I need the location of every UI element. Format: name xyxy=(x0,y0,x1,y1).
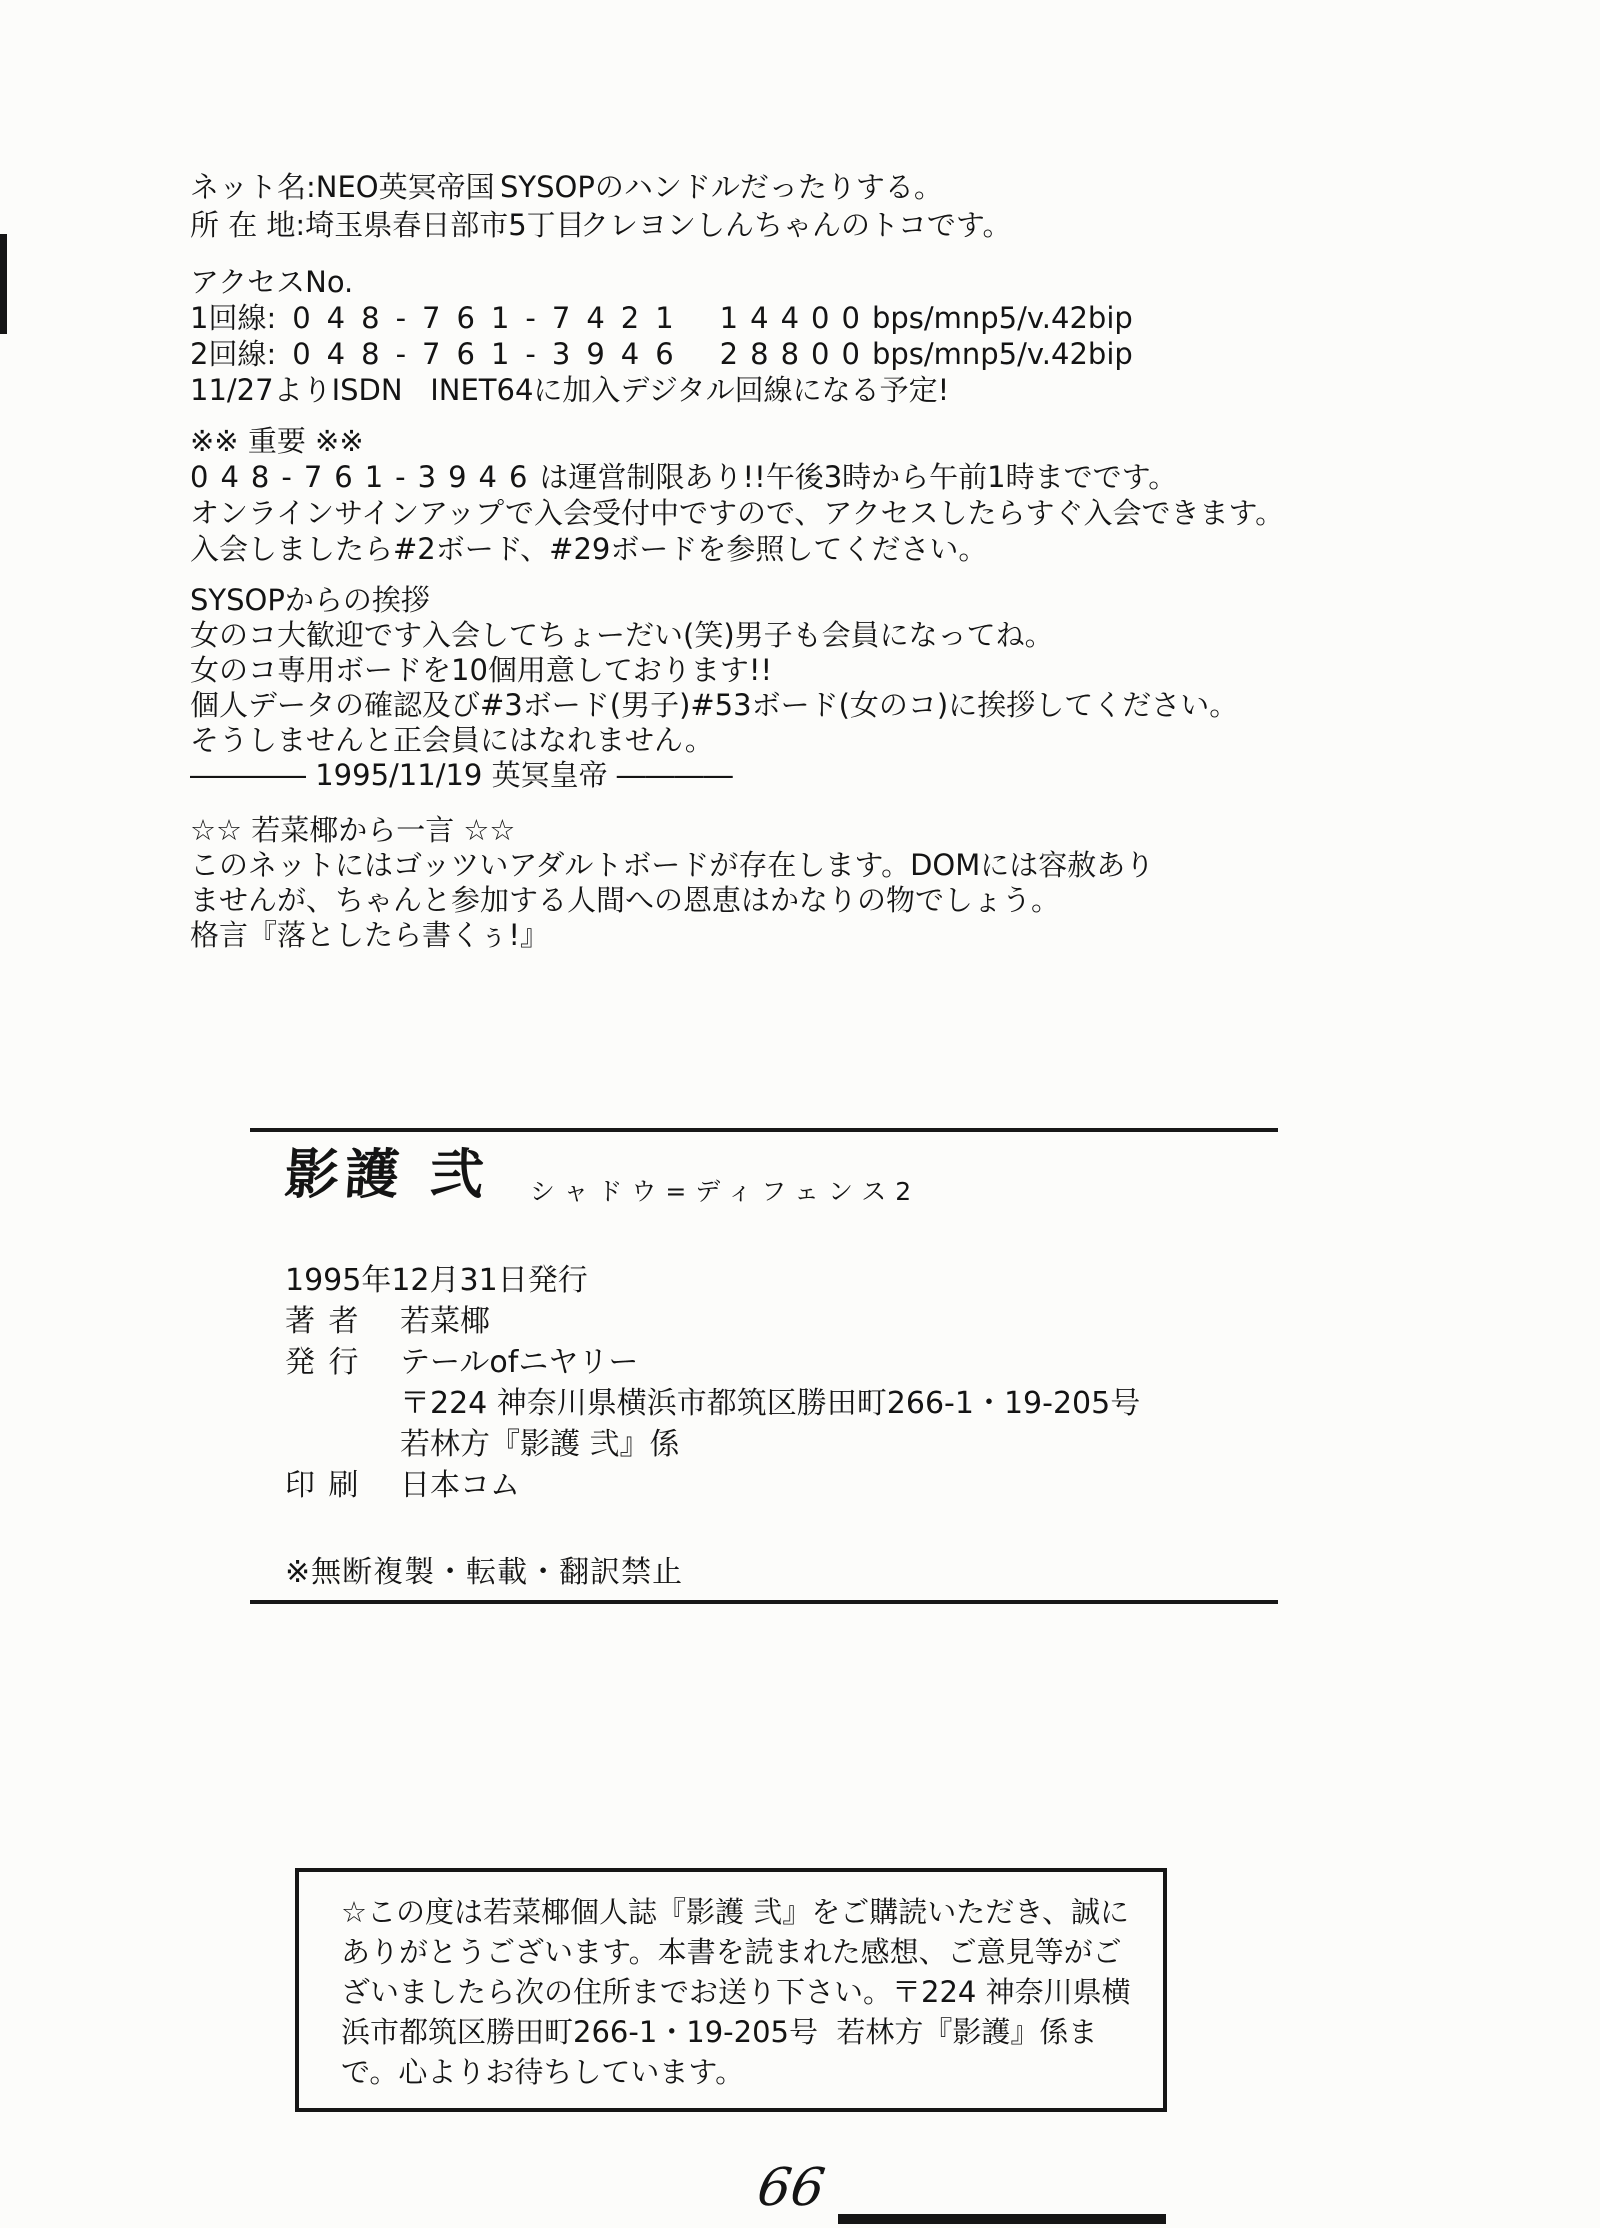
access-line2-speed-digits: 28800 xyxy=(719,337,872,371)
author-row xyxy=(285,1301,1140,1342)
comment-line-2: ませんが、ちゃんと参加する人間への恩恵はかなりの物でしょう。 xyxy=(190,883,1061,917)
access-line-2 xyxy=(190,336,1133,372)
net-name: ネット名:NEO英冥帝国 xyxy=(190,170,495,204)
important-line1-text: は運営制限あり!!午後3時から午前1時までです。 xyxy=(539,460,1178,494)
important-line-1 xyxy=(190,459,1284,495)
net-name-note: SYSOPのハンドルだったりする。 xyxy=(500,170,943,204)
access-heading: アクセスNo. xyxy=(190,265,354,299)
divider-top-rule xyxy=(250,1128,1278,1132)
comment-line-3: 格言『落としたら書くぅ!』 xyxy=(190,918,550,952)
publisher-name: テールofニヤリー xyxy=(400,1345,639,1380)
sysop-line-2: 女のコ専用ボードを10個用意しております!! xyxy=(190,653,773,687)
access-line2-number: 048-761-3946 xyxy=(292,337,690,371)
sysop-section xyxy=(190,583,1238,793)
sysop-line-1: 女のコ大歓迎です入会してちょーだい(笑)男子も会員になってね。 xyxy=(190,618,1054,652)
book-title: 影護 弐 xyxy=(282,1142,493,1206)
important-line-2: オンラインサインアップで入会受付中ですので、アクセスしたらすぐ入会できます。 xyxy=(190,496,1285,530)
access-line1-speed-digits: 14400 xyxy=(719,301,872,335)
sysop-line-3: 個人データの確認及び#3ボード(男子)#53ボード(女のコ)に挨拶してください。 xyxy=(190,688,1239,722)
access-line1-number: 048-761-7421 xyxy=(292,301,690,335)
publisher-row xyxy=(285,1342,1140,1383)
divider-bottom-rule xyxy=(250,1600,1278,1604)
author-name: 若菜椰 xyxy=(400,1304,490,1339)
afterword-line-5: で。心よりお待ちしています。 xyxy=(341,2055,745,2089)
access-isdn-line: 11/27よりISDN INET64に加入デジタル回線になる予定! xyxy=(190,373,950,407)
author-label: 著 者 xyxy=(285,1304,361,1339)
afterword-line-2: ありがとうございます。本書を読まれた感想、ご意見等がご xyxy=(341,1935,1122,1969)
afterword-box xyxy=(295,1868,1167,2112)
printer-row xyxy=(285,1465,1140,1506)
important-line-3: 入会しましたら#2ボード、#29ボードを参照してください。 xyxy=(190,532,988,566)
sysop-signature: ―――― 1995/11/19 英冥皇帝 ―――― xyxy=(190,758,733,792)
access-line2-label: 2回線: xyxy=(190,337,277,371)
colophon-info xyxy=(285,1260,1140,1506)
copyright-notice: ※無断複製・転載・翻訳禁止 xyxy=(285,1555,684,1590)
scan-artifact-left-edge xyxy=(0,234,7,334)
afterword-line-1: ☆この度は若菜椰個人誌『影護 弐』をご購読いただき、誠に xyxy=(341,1895,1130,1929)
comment-heading: ☆☆ 若菜椰から一言 ☆☆ xyxy=(190,813,516,847)
important-section xyxy=(190,423,1284,567)
access-line1-speed: bps/mnp5/v.42bip xyxy=(871,301,1133,335)
page-number: 66 xyxy=(753,2158,829,2218)
access-line-1 xyxy=(190,300,1133,336)
net-location-note: クレヨンしんちゃんのトコです。 xyxy=(580,208,1012,242)
comment-section xyxy=(190,813,1154,953)
afterword-line-4: 浜市都筑区勝田町266-1・19-205号 若林方『影護』係ま xyxy=(341,2015,1098,2049)
afterword-line-3: ざいましたら次の住所までお送り下さい。〒224 神奈川県横 xyxy=(341,1975,1131,2009)
sysop-heading: SYSOPからの挨拶 xyxy=(190,583,430,617)
printer-label: 印 刷 xyxy=(285,1468,361,1503)
access-section xyxy=(190,264,1133,408)
important-line1-number: 048-761-3946 xyxy=(190,460,540,494)
publisher-address-line-2: 若林方『影護 弐』係 xyxy=(400,1427,680,1462)
publish-date: 1995年12月31日発行 xyxy=(285,1263,588,1298)
access-line2-speed: bps/mnp5/v.42bip xyxy=(871,337,1133,371)
net-location-line xyxy=(190,206,1012,244)
access-line1-label: 1回線: xyxy=(190,301,277,335)
publisher-label: 発 行 xyxy=(285,1345,361,1380)
net-location: 所 在 地:埼玉県春日部市5丁目 xyxy=(190,208,585,242)
sysop-line-4: そうしませんと正会員にはなれません。 xyxy=(190,723,714,757)
scan-artifact-bottom-edge xyxy=(838,2214,1166,2224)
comment-line-1: このネットにはゴッツいアダルトボードが存在します。DOMには容赦あり xyxy=(190,848,1155,882)
important-heading: ※※ 重要 ※※ xyxy=(190,424,364,458)
book-subtitle: シャドウ=ディフェンス2 xyxy=(529,1177,921,1206)
net-info-section xyxy=(190,168,1012,244)
publisher-address-line-1: 〒224 神奈川県横浜市都筑区勝田町266-1・19-205号 xyxy=(400,1386,1141,1421)
printer-name: 日本コム xyxy=(400,1468,520,1503)
book-title-row xyxy=(282,1142,921,1208)
net-name-line xyxy=(190,168,1012,206)
